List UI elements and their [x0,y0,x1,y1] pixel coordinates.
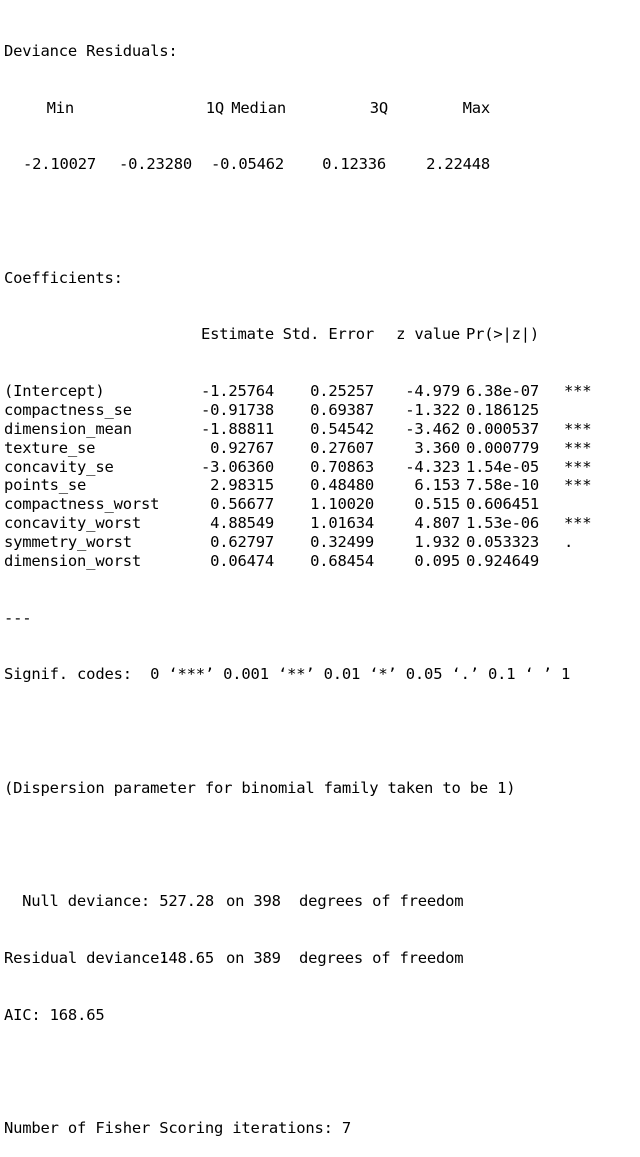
coefficient-row [4,495,640,514]
coef-name: points_se [4,476,87,495]
coef-name: dimension_mean [4,419,132,438]
coef-z-value: 0.095 [414,552,460,571]
coefficient-row [4,420,640,439]
coef-p-value: 1.54e-05 [466,457,540,476]
null-deviance-df: on 398 degrees of freedom [226,892,464,911]
coef-signif: *** [564,419,592,438]
aic-label: AIC: [4,1005,41,1024]
blank-line [4,212,640,231]
coef-signif: *** [564,457,592,476]
coef-std-error: 0.69387 [310,400,374,419]
residual-deviance-value: 148.65 [159,948,214,967]
coef-std-error: 0.54542 [310,419,374,438]
null-deviance-value: 527.28 [159,892,214,911]
coef-signif: *** [564,438,592,457]
coef-estimate: 4.88549 [210,514,274,533]
coef-z-value: 1.932 [414,533,460,552]
null-deviance-label: Null deviance: [22,892,150,911]
coefficient-row [4,401,640,420]
coef-estimate: -1.88811 [200,419,274,438]
residuals-header-row [4,99,640,118]
aic-value: 168.65 [49,1005,105,1024]
coef-p-value: 0.186125 [466,400,540,419]
residuals-header-1q: 1Q [205,98,224,117]
coef-p-value: 1.53e-06 [466,514,540,533]
coef-header-p-value: Pr(>|z|) [466,325,540,344]
coef-std-error: 0.32499 [310,533,374,552]
coefficient-row [4,458,640,477]
coef-name: texture_se [4,438,96,457]
coefficients-separator: --- [4,608,32,627]
coef-estimate: 0.56677 [210,495,274,514]
coef-estimate: -0.91738 [200,400,274,419]
coef-estimate: -3.06360 [200,457,274,476]
coefficients-title: Coefficients: [4,268,123,287]
residuals-value-row [4,155,640,174]
coef-z-value: -4.979 [405,382,460,401]
coef-std-error: 0.25257 [310,382,374,401]
coef-signif: *** [564,476,592,495]
signif-codes: Signif. codes: 0 ‘***’ 0.001 ‘**’ 0.01 ‘*’ 0.05 ‘.’ 0.1 ‘ ’ 1 [4,665,571,684]
coefficient-row [4,533,640,552]
coef-signif: . [564,533,574,552]
blank-line [4,836,640,855]
coef-header-std-error: Std. Error [282,325,374,344]
coef-name: compactness_se [4,400,132,419]
residuals-value-1q: -0.23280 [118,155,192,174]
coef-estimate: 0.92767 [210,438,274,457]
coef-p-value: 0.924649 [466,552,540,571]
coef-std-error: 0.27607 [310,438,374,457]
residuals-value-median: -0.05462 [210,155,284,174]
coef-name: concavity_worst [4,514,141,533]
coef-header-z-value: z value [396,325,460,344]
coef-name: concavity_se [4,457,114,476]
coef-p-value: 0.000779 [466,438,540,457]
residuals-header-max: Max [462,98,490,117]
coef-signif: *** [564,382,592,401]
coef-p-value: 0.053323 [466,533,540,552]
coef-p-value: 7.58e-10 [466,476,540,495]
coefficient-row [4,439,640,458]
coef-z-value: 3.360 [414,438,460,457]
coef-name: dimension_worst [4,552,141,571]
coef-z-value: -4.323 [405,457,460,476]
coef-p-value: 0.000537 [466,419,540,438]
coef-signif: *** [564,514,592,533]
coef-z-value: 4.807 [414,514,460,533]
coef-p-value: 0.606451 [466,495,540,514]
residuals-header-median: Median [231,98,286,117]
coef-z-value: -1.322 [405,400,460,419]
coef-std-error: 1.01634 [310,514,374,533]
blank-line [4,1062,640,1081]
coef-header-estimate: Estimate [200,325,274,344]
aic-row [4,1006,640,1025]
coef-std-error: 0.70863 [310,457,374,476]
residual-deviance-label: Residual deviance: [4,948,169,967]
coef-estimate: 0.62797 [210,533,274,552]
coef-std-error: 0.68454 [310,552,374,571]
coef-std-error: 0.48480 [310,476,374,495]
coef-p-value: 6.38e-07 [466,382,540,401]
dispersion-note: (Dispersion parameter for binomial family taken to be 1) [4,778,516,797]
residuals-header-min: Min [46,98,74,117]
coef-name: compactness_worst [4,495,160,514]
coef-estimate: 0.06474 [210,552,274,571]
coef-name: symmetry_worst [4,533,132,552]
residuals-value-3q: 0.12336 [322,155,386,174]
blank-line [4,722,640,741]
coef-estimate: -1.25764 [200,382,274,401]
residuals-value-min: -2.10027 [22,155,96,174]
coefficients-table-body [4,382,640,571]
coef-std-error: 1.10020 [310,495,374,514]
coef-z-value: 0.515 [414,495,460,514]
fisher-iterations: Number of Fisher Scoring iterations: 7 [4,1119,352,1138]
residual-deviance-df: on 389 degrees of freedom [226,948,464,967]
coefficient-row [4,514,640,533]
residual-deviance-row [4,949,640,968]
coefficient-row [4,382,640,401]
coef-name: (Intercept) [4,382,105,401]
coef-estimate: 2.98315 [210,476,274,495]
residuals-title: Deviance Residuals: [4,41,178,60]
coef-z-value: -3.462 [405,419,460,438]
residuals-header-3q: 3Q [369,98,388,117]
coefficients-header-row [4,325,640,344]
residuals-value-max: 2.22448 [426,155,490,174]
coefficient-row [4,552,640,571]
null-deviance-row [4,892,640,911]
coef-z-value: 6.153 [414,476,460,495]
coefficient-row [4,476,640,495]
